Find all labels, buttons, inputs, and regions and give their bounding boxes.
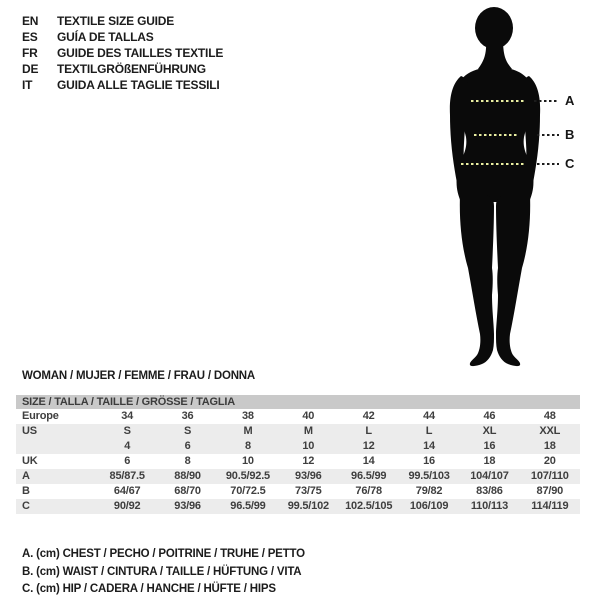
size-cell: 20 [543, 455, 556, 467]
size-cell: 96.5/99 [351, 470, 387, 482]
size-cell: 93/96 [295, 470, 322, 482]
size-cell: 42 [362, 410, 375, 422]
size-cell: 4 [124, 440, 131, 452]
size-cell: 99.5/103 [408, 470, 450, 482]
size-cell: 14 [423, 440, 435, 452]
language-title: GUIDA ALLE TAGLIE TESSILI [57, 78, 220, 92]
size-row [16, 484, 580, 499]
size-cell: 70/72.5 [230, 485, 266, 497]
language-title: TEXTILE SIZE GUIDE [57, 14, 175, 28]
size-table-body [16, 409, 580, 514]
size-cell: 85/87.5 [109, 470, 145, 482]
measurement-legend [22, 546, 305, 599]
language-row-it [22, 77, 223, 93]
size-cell: 90/92 [113, 500, 141, 512]
size-cell: 102.5/105 [345, 500, 393, 512]
waist-line-dashes-on-body [474, 134, 519, 136]
size-cell: 104/107 [470, 470, 509, 482]
size-cell: 10 [302, 440, 315, 452]
hip-line-label: C [565, 156, 575, 171]
size-cell: 38 [242, 410, 254, 422]
size-row [16, 409, 580, 424]
size-cell: 34 [121, 410, 134, 422]
size-row-label: US [22, 425, 37, 437]
size-cell: S [183, 425, 192, 437]
size-cell: 8 [244, 440, 251, 452]
size-cell: 16 [423, 455, 435, 467]
size-cell: 12 [302, 455, 315, 467]
size-cell: 40 [302, 410, 315, 422]
size-cell: L [365, 425, 372, 437]
size-cell: 110/113 [470, 500, 509, 512]
size-cell: 96.5/99 [230, 500, 266, 512]
size-row-label: UK [22, 455, 38, 467]
size-cell: 6 [124, 455, 131, 467]
size-cell: M [243, 425, 253, 437]
size-row-label: Europe [22, 410, 59, 422]
size-cell: 10 [242, 455, 254, 467]
size-cell: 6 [184, 440, 191, 452]
size-cell: 73/75 [295, 485, 322, 497]
size-cell: 18 [543, 440, 556, 452]
size-row [16, 424, 580, 439]
size-row-label: A [22, 470, 30, 482]
language-code: ES [22, 30, 38, 44]
size-cell: 79/82 [415, 485, 443, 497]
woman-silhouette-figure [433, 0, 573, 380]
language-code: EN [22, 14, 39, 28]
legend-waist: B. (cm) WAIST / CINTURA / TAILLE / HÜFTUNG / VITA [22, 565, 302, 578]
size-cell: 64/67 [113, 485, 141, 497]
size-cell: 107/110 [530, 470, 569, 482]
size-cell: L [425, 425, 433, 437]
woman-silhouette [433, 0, 573, 380]
language-row-de [22, 61, 223, 77]
size-cell: 83/86 [476, 485, 503, 497]
size-row [16, 469, 580, 484]
size-cell: S [123, 425, 131, 437]
chest-line-label: A [565, 93, 575, 108]
size-cell: 36 [181, 410, 194, 422]
language-row-es [22, 29, 223, 45]
size-row [16, 454, 580, 469]
language-title: TEXTILGRÖßENFÜHRUNG [57, 62, 206, 76]
chest-line-dashes-outside [534, 100, 559, 102]
size-row-label: B [22, 485, 30, 497]
size-cell: 106/109 [409, 500, 449, 512]
size-cell: XL [482, 425, 497, 437]
legend-hip: C. (cm) HIP / CADERA / HANCHE / HÜFTE / HIPS [22, 583, 276, 595]
size-cell: 8 [184, 455, 191, 467]
language-row-en [22, 13, 223, 29]
size-cell: M [303, 425, 313, 437]
language-code: DE [22, 62, 39, 76]
size-cell: 114/119 [531, 500, 569, 512]
hip-line-dashes-outside [537, 163, 559, 165]
size-cell: 68/70 [174, 485, 201, 497]
size-cell: 99.5/102 [287, 500, 329, 512]
size-table-header: SIZE / TALLA / TAILLE / GRÖSSE / TAGLIA [16, 395, 580, 409]
size-row [16, 499, 580, 514]
size-cell: 87/90 [536, 485, 564, 497]
chest-line-dashes-on-body [471, 100, 524, 102]
size-row-label [16, 439, 97, 454]
size-cell: 48 [543, 410, 556, 422]
size-cell: 90.5/92.5 [225, 470, 270, 482]
size-cell: XXL [539, 425, 561, 437]
size-cell: 46 [483, 410, 496, 422]
size-cell: 76/78 [355, 485, 382, 497]
language-code: IT [22, 78, 33, 92]
language-row-fr [22, 45, 223, 61]
size-cell: 88/90 [174, 470, 201, 482]
waist-line-dashes-outside [537, 134, 559, 136]
waist-line-label: B [565, 127, 575, 142]
hip-line-dashes-on-body [461, 163, 524, 165]
size-cell: 14 [362, 455, 375, 467]
size-cell: 93/96 [174, 500, 201, 512]
size-row-label: C [22, 500, 30, 512]
size-row [16, 439, 580, 454]
language-code: FR [22, 46, 38, 60]
size-cell: 12 [362, 440, 375, 452]
legend-chest: A. (cm) CHEST / PECHO / POITRINE / TRUHE / PETTO [22, 548, 305, 560]
size-cell: 18 [483, 455, 496, 467]
size-cell: 44 [423, 410, 435, 422]
language-title: GUIDE DES TAILLES TEXTILE [57, 46, 224, 60]
table-title: WOMAN / MUJER / FEMME / FRAU / DONNA [22, 370, 256, 382]
language-title: GUÍA DE TALLAS [57, 30, 154, 44]
size-table [16, 395, 580, 514]
size-cell: 16 [483, 440, 496, 452]
language-title-list [22, 13, 223, 93]
